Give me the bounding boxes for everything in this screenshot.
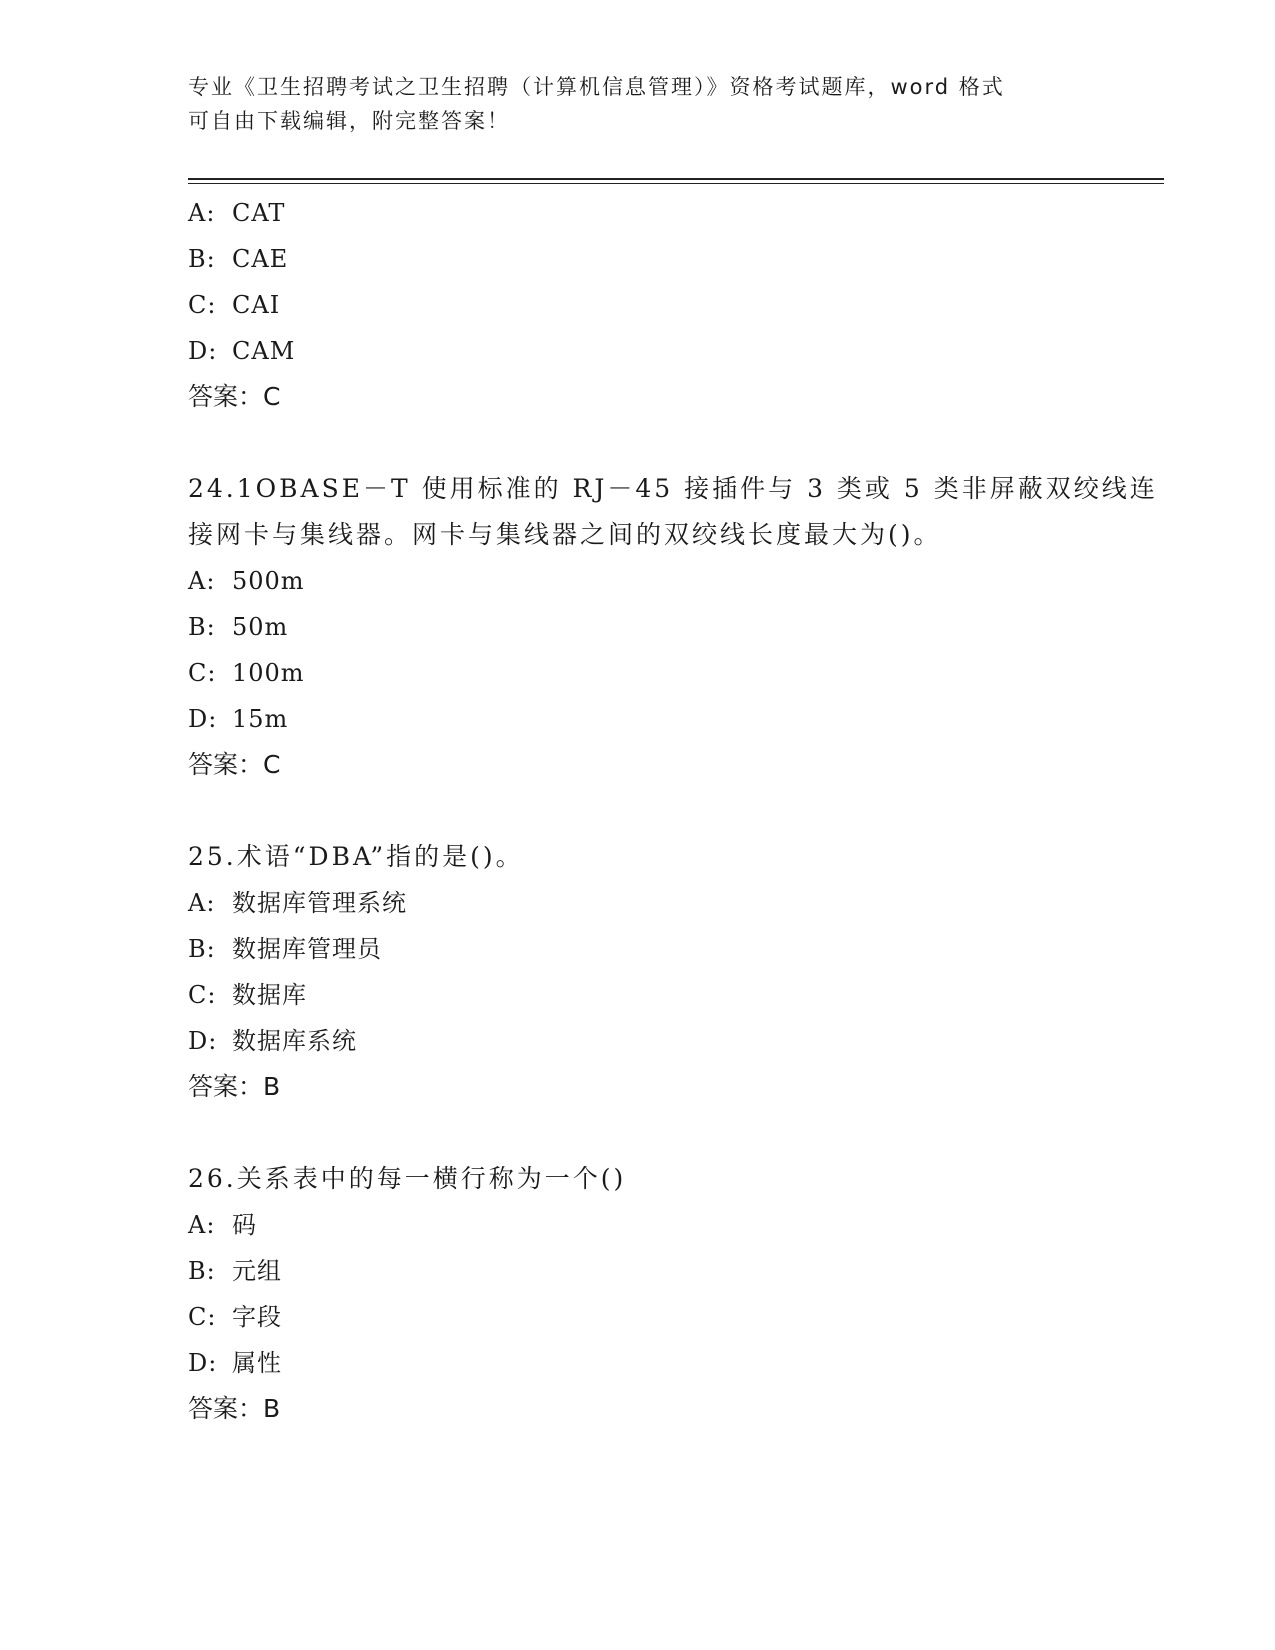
answer: 答案：B xyxy=(188,1394,281,1423)
option-a xyxy=(188,880,1168,926)
question-26 xyxy=(188,1156,1168,1432)
option-label: B: xyxy=(188,245,216,273)
spacer xyxy=(188,788,1168,834)
question-stem-line-1: 24.1OBASE－T 使用标准的 RJ－45 接插件与 3 类或 5 类非屏蔽双绞线连 xyxy=(188,474,1158,503)
option-text: 码 xyxy=(232,1211,257,1239)
question-23 xyxy=(188,190,1168,420)
header-word-format: word xyxy=(890,75,951,99)
option-label: A: xyxy=(188,567,216,595)
question-24 xyxy=(188,466,1168,788)
option-label: B: xyxy=(188,935,216,963)
option-text: CAM xyxy=(232,337,296,365)
option-text: CAT xyxy=(232,199,286,227)
option-text: 数据库 xyxy=(232,981,307,1009)
option-d xyxy=(188,696,1168,742)
question-list xyxy=(188,190,1168,1432)
question-stem: 25.术语“DBA”指的是()。 xyxy=(188,842,524,871)
option-label: C: xyxy=(188,981,217,1009)
option-text: 100m xyxy=(232,659,305,687)
spacer xyxy=(188,420,1168,466)
option-d xyxy=(188,1340,1168,1386)
question-25 xyxy=(188,834,1168,1110)
option-text: 属性 xyxy=(232,1349,282,1377)
option-label: C: xyxy=(188,659,217,687)
question-stem: 26.关系表中的每一横行称为一个() xyxy=(188,1164,627,1193)
header-text-format: 格式 xyxy=(950,75,1005,99)
answer: 答案：B xyxy=(188,1072,281,1101)
option-b xyxy=(188,1248,1168,1294)
option-label: A: xyxy=(188,1211,216,1239)
option-text: 数据库管理系统 xyxy=(232,889,407,917)
header-line-2: 可自由下载编辑，附完整答案！ xyxy=(188,109,510,133)
option-label: B: xyxy=(188,613,216,641)
option-b xyxy=(188,236,1168,282)
header-text: 专业《卫生招聘考试之卫生招聘（计算机信息管理）》资格考试题库， xyxy=(188,75,891,99)
option-a xyxy=(188,1202,1168,1248)
option-d xyxy=(188,1018,1168,1064)
header-line-1 xyxy=(188,70,1088,104)
option-text: 500m xyxy=(232,567,305,595)
option-c xyxy=(188,650,1168,696)
option-label: D: xyxy=(188,705,218,733)
option-c xyxy=(188,1294,1168,1340)
option-label: D: xyxy=(188,337,218,365)
answer: 答案：C xyxy=(188,382,281,411)
option-text: 50m xyxy=(232,613,289,641)
spacer xyxy=(188,1110,1168,1156)
option-label: C: xyxy=(188,291,217,319)
option-a xyxy=(188,558,1168,604)
option-label: D: xyxy=(188,1349,218,1377)
option-text: 数据库管理员 xyxy=(232,935,382,963)
option-label: C: xyxy=(188,1303,217,1331)
option-c xyxy=(188,282,1168,328)
option-text: 元组 xyxy=(232,1257,282,1285)
option-c xyxy=(188,972,1168,1018)
option-b xyxy=(188,604,1168,650)
question-stem-line-2: 接网卡与集线器。网卡与集线器之间的双绞线长度最大为()。 xyxy=(188,520,942,549)
answer: 答案：C xyxy=(188,750,281,779)
option-label: B: xyxy=(188,1257,216,1285)
header-divider-thin xyxy=(188,183,1164,184)
option-d xyxy=(188,328,1168,374)
option-text: 15m xyxy=(232,705,289,733)
option-text: CAE xyxy=(232,245,289,273)
header-divider-thick xyxy=(188,178,1164,180)
option-label: D: xyxy=(188,1027,218,1055)
option-b xyxy=(188,926,1168,972)
option-label: A: xyxy=(188,889,216,917)
option-text: 数据库系统 xyxy=(232,1027,357,1055)
document-header xyxy=(188,70,1088,138)
option-label: A: xyxy=(188,199,216,227)
option-text: CAI xyxy=(232,291,281,319)
option-text: 字段 xyxy=(232,1303,282,1331)
option-a xyxy=(188,190,1168,236)
